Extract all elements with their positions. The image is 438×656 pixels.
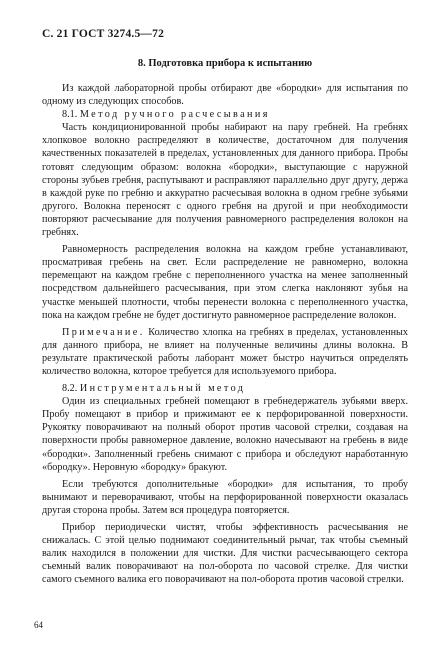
note-paragraph xyxy=(42,326,408,378)
subsection-number: 8.1. xyxy=(62,109,78,121)
subsection-number: 8.2. xyxy=(62,383,78,395)
running-head: С. 21 ГОСТ 3274.5—72 xyxy=(42,28,165,40)
note-text: Количество хлопка на гребнях в пределах, установленных для данного прибора, не влияет на полученные величины длины волокна. В результате практической работы лаборант может быстро научиться определять количество волокна, которое требуется для используемого прибора. xyxy=(42,326,408,377)
subsection-heading-instrumental xyxy=(42,382,408,395)
note-label: Примечание. xyxy=(62,326,145,338)
subsection-heading-manual xyxy=(42,108,408,121)
paragraph-cleaning: Прибор периодически чистят, чтобы эффективность расчесывания не снижалась. С этой целью поднимают соединительный рычаг, так чтобы съемный валик находился в положении для чистки. Для чистки расчесывающего сектора съемный валик поворачивают на пол-оборота по часовой стрелке. Для чистки самого съемного валика его поворачивают на пол-оборота против часовой стрелки. xyxy=(42,522,408,586)
paragraph-instrumental-procedure: Один из специальных гребней помещают в гребнедержатель зубьями вверх. Пробу помещают в прибор и прижимают ее к перфорированной поверхности. Рукоятку поворачивают на полный оборот против часовой стрелки, создавая на поверхности пробы равномерное давление, волокно начесывают на гребень в виде «бородки». Заполненный гребень снимают с прибора и обследуют наработанную «бородку». Неровную «бородку» бракуют. xyxy=(42,396,408,473)
section-title: 8. Подготовка прибора к испытанию xyxy=(137,58,313,69)
paragraph-manual-procedure: Часть кондиционированной пробы набирают на пару гребней. На гребнях хлопковое волокно распределяют в количестве, достаточном для получения качественных показателей в пределах, установленных для данного прибора. Пробы готовят следующим образом: волокна «бородки», выступающие с наружной стороны зубьев гребня, распутывают и расправляют параллельно друг другу, держа в каждой руке по гребню и аккуратно расчесывая волокна в одном гребне зубьями другого. Волокна переносят с одного гребня на другой и при необходимости повторяют расчесывание для получения равномерного распределения волокон на гребнях. xyxy=(42,122,408,239)
paragraph-intro: Из каждой лабораторной пробы отбирают две «бородки» для испытания по одному из следующих способов. xyxy=(42,83,408,108)
paragraph-uniformity: Равномерность распределения волокна на каждом гребне устанавливают, просматривая гребень на свет. Если распределение не равномерно, волокна перемещают на каждом гребне с переполненного участка на менее заполненный посредством дальнейшего расчесывания, при этом слегка наклоняют зубья на участке меньшей плотности, чтобы перенести волокна с переполненного участка, пока на каждом гребне не будет достигнуто равномерное распределение волокон. xyxy=(42,244,408,321)
subsection-title: Инструментальный метод xyxy=(79,383,246,395)
subsection-title: Метод ручного расчесывания xyxy=(79,109,270,121)
paragraph-additional-beards: Если требуются дополнительные «бородки» для испытания, то пробу вынимают и переворачивают, чтобы на перфорированной поверхности оказалась другая сторона пробы. Затем вся процедура повторяется. xyxy=(42,478,408,516)
page-number: 64 xyxy=(34,620,43,630)
